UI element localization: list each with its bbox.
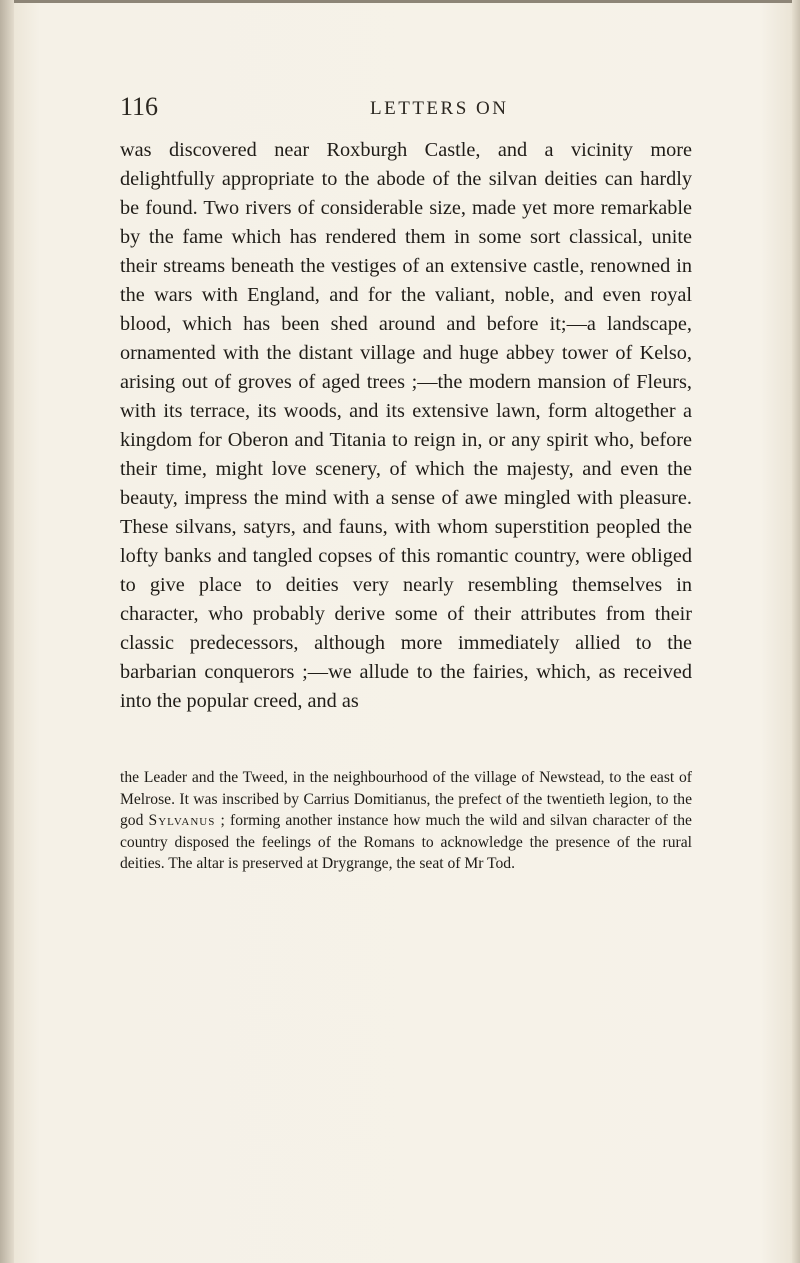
footnote-text-after: ; forming another instance how much the wild and silvan character of the country disposed the feelings of the Romans to acknowledge the presence of the rural deities. The altar is preserved at Drygrange, the seat of Mr Tod. xyxy=(120,812,692,872)
footnote-sylvanus: Sylvanus xyxy=(148,812,216,829)
top-edge-rule xyxy=(0,0,800,3)
body-paragraph: was discovered near Roxburgh Castle, and a vicinity more delightfully appropriate to the abode of the silvan deities can hardly be found. Two rivers of considerable size, made yet more remarkable by the fame which has rendered them in some sort classical, unite their streams beneath the vestiges of an extensive castle, renowned in the wars with England, and for the valiant, noble, and even royal blood, which has been shed around and before it;—a landscape, ornamented with the distant village and huge abbey tower of Kelso, arising out of groves of aged trees ;—the modern mansion of Fleurs, with its terrace, its woods, and its extensive lawn, form altogether a kingdom for Oberon and Titania to reign in, or any spirit who, before their time, might love scenery, of which the majesty, and even the beauty, impress the mind with a sense of awe mingled with pleasure. These silvans, satyrs, and fauns, with whom superstition peopled the lofty banks and tangled copses of this romantic country, were obliged to give place to deities very nearly resembling themselves in character, who probably derive some of their attributes from their classic predecessors, although more immediately allied to the barbarian conquerors ;—we allude to the fairies, which, as received into the popular creed, and as xyxy=(120,139,692,712)
footnote-text-before: the Leader and the Tweed, in the neighbourhood of the village of Newstead, to the east of Melrose. It was inscribed by Carrius Domitianus, the prefect of the twentieth legion, to the god xyxy=(120,769,692,829)
page-header xyxy=(120,92,690,132)
binding-gutter xyxy=(0,0,14,1263)
running-head: LETTERS ON xyxy=(370,98,509,119)
footnote xyxy=(120,767,692,875)
page-right-edge xyxy=(792,0,800,1263)
page-number: 116 xyxy=(120,92,159,121)
